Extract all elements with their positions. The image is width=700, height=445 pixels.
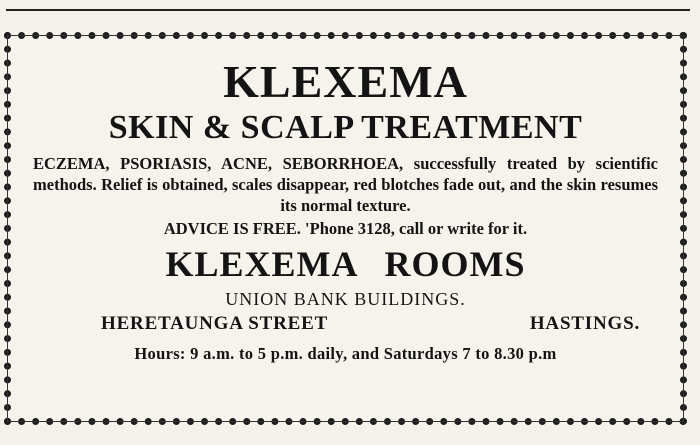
town-name: HASTINGS. [529, 313, 640, 334]
headline: KLEXEMA [223, 56, 468, 107]
building-name: UNION BANK BUILDINGS. [225, 289, 466, 309]
opening-hours: Hours: 9 a.m. to 5 p.m. daily, and Saturdays 7 to 8.30 p.m [134, 344, 557, 363]
rooms-name: KLEXEMA ROOMS [165, 244, 526, 284]
top-rule [6, 9, 690, 11]
address-line [21, 311, 670, 337]
body-text: ECZEMA, PSORIASIS, ACNE, SEBORRHOEA, successfully treated by scientific methods. Relief is obtained, scales disappear, red blotches fade out, and the skin resumes its normal texture. [33, 154, 658, 215]
advertisement-content [21, 43, 670, 414]
street-name: HERETAUNGA STREET [101, 313, 329, 334]
advice-line: ADVICE IS FREE. 'Phone 3128, call or write for it. [163, 219, 528, 238]
advertisement-border [4, 32, 687, 425]
subheadline: SKIN & SCALP TREATMENT [108, 109, 583, 146]
